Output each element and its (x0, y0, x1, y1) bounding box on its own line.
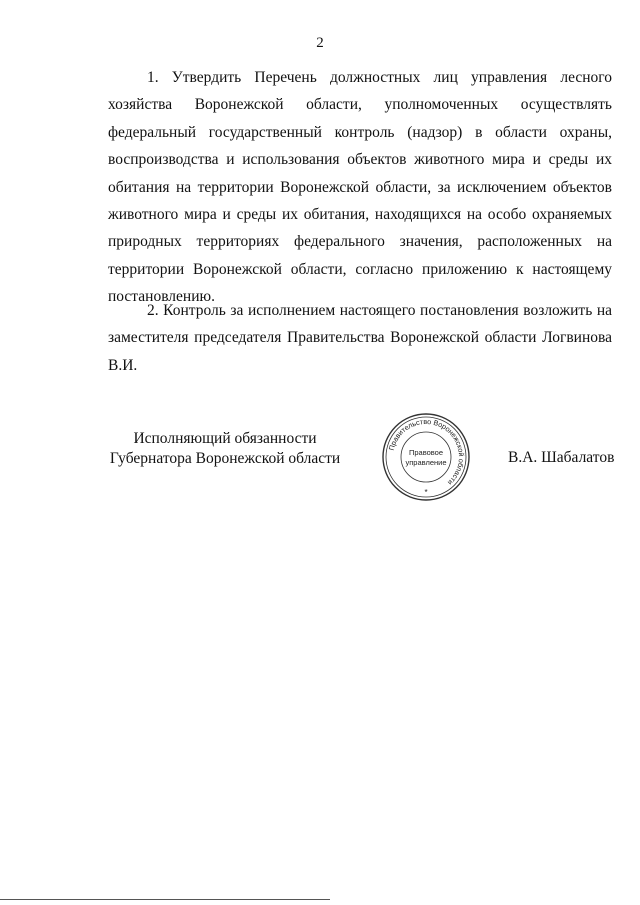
seal-inner-line-2: управление (405, 458, 447, 467)
seal-outer-text: Правительство Воронежской области (386, 416, 467, 488)
signer-name: В.А. Шабалатов (508, 449, 615, 466)
signature-position (100, 429, 350, 469)
seal-star: * (424, 488, 428, 497)
paragraph-text: 1. Утвердить Перечень должностных лиц управления лесного хозяйства Воронежской области, уполномоченных осуществлять федеральный государственный контроль (надзор) в области охраны, воспроизводства и использования объектов животного мира и среды их обитания на территории Воронежской области, за исключением объектов животного мира и среды их обитания, находящихся на особо охраняемых природных территориях федерального значения, расположенных на территории Воронежской области, согласно приложению к настоящему постановлению. (108, 69, 612, 306)
body-paragraph-2 (108, 297, 612, 379)
paragraph-text: 2. Контроль за исполнением настоящего постановления возложить на заместителя председателя Правительства Воронежской области Логвинова В.И. (108, 302, 612, 374)
body-paragraph-1 (108, 64, 612, 311)
bottom-divider (0, 899, 330, 900)
page-number: 2 (316, 35, 324, 51)
official-seal (381, 412, 471, 502)
position-line-2: Губернатора Воронежской области (109, 450, 341, 467)
position-line-1: Исполняющий обязанности (133, 430, 317, 447)
seal-inner-line-1: Правовое (408, 448, 444, 457)
